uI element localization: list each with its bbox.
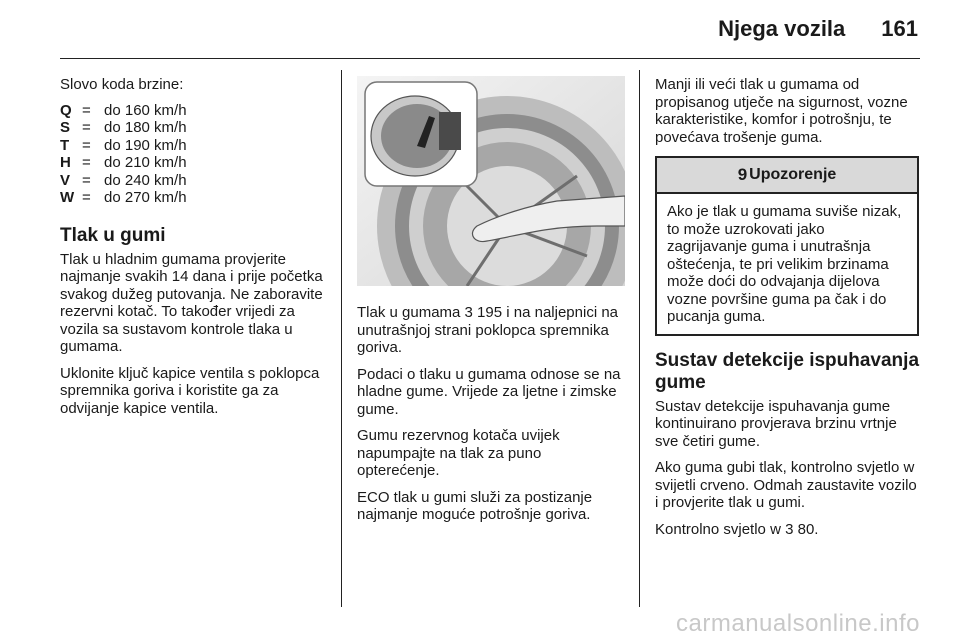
column-2 [357,76,625,533]
warning-body [657,194,917,334]
section-heading-tire-pressure: Tlak u gumi [60,224,166,246]
column-divider-2 [639,70,640,607]
speed-code-value: do 240 km/h [104,171,187,189]
text: 195 i na naljepnici na unutrašnjoj strani poklopca spremnika goriva. [357,304,618,356]
speed-code-row [60,102,328,120]
speed-code-equals: = [82,119,91,136]
paragraph [357,304,625,357]
tire-valve-illustration [357,76,625,286]
tire-pressure-warning-icon: w [903,459,915,476]
speed-code-value: do 270 km/h [104,189,187,206]
paragraph: Podaci o tlaku u gumama odnose se na hladne gume. Vrijede za ljetne i zimske gume. [357,365,621,418]
paragraph [655,459,919,512]
speed-code-value: do 180 km/h [104,119,187,136]
page-number: 161 [881,16,918,41]
speed-code-letter: W [60,189,75,206]
watermark: carmanualsonline.info [676,610,920,637]
speed-code-letter: V [60,171,71,189]
reference-arrow-icon: 3 [785,520,794,538]
chapter-title: Njega vozila [718,16,846,41]
warning-box [655,156,919,336]
speed-code-letter: S [60,119,71,136]
column-1 [60,76,328,426]
reference-arrow-icon: 3 [464,304,473,321]
warning-triangle-icon: 9 [737,165,748,185]
paragraph: ECO tlak u gumi služi za postizanje najmanje moguće potrošnje goriva. [357,488,593,523]
text: Ako guma gubi tlak, kontrolno svjetlo [655,459,904,476]
speed-code-equals: = [82,154,91,171]
paragraph: Gumu rezervnog kotača uvijek napumpajte na tlak za puno opterećenje. [357,427,560,479]
speed-code-intro: Slovo koda brzine: [60,76,184,93]
header-rule [60,58,920,59]
warning-header [657,158,917,194]
paragraph: Uklonite ključ kapice ventila s poklopca spremnika goriva i koristite ga za odvijanje kapice ventila. [60,364,320,417]
speed-code-row [60,119,328,137]
tire-valve-drawing [357,76,625,286]
text: 80. [793,520,819,538]
warning-text: Ako je tlak u gumama suviše nizak, to može uzrokovati jako zagrijavanje guma i unutrašnja oštećenja, te pri velikim brzinama može doći do odvajanja dijelova vozne površine guma pa čak i do pucanja guma. [667,203,902,325]
speed-code-value: do 210 km/h [104,154,187,171]
section-heading-deflation-detection: Sustav detekcije ispuhavanja gume [655,349,920,393]
speed-code-value: do 190 km/h [104,136,187,154]
page-header [718,16,918,50]
speed-code-equals: = [82,171,91,189]
speed-code-equals: = [82,101,91,119]
warning-title: Upozorenje [749,166,837,184]
paragraph: Sustav detekcije ispuhavanja gume kontinuirano provjerava brzinu vrtnje sve četiri gume. [655,397,897,450]
tire-pressure-warning-icon: w [770,520,781,538]
text: Kontrolno svjetlo [655,520,771,538]
speed-code-equals: = [82,189,91,206]
speed-code-letter: Q [60,101,72,119]
text: svijetli crveno. Odmah zaustavite vozilo i provjerite tlak u gumi. [655,476,917,511]
column-3 [655,76,919,547]
speed-code-row [60,154,328,172]
speed-code-value: do 160 km/h [104,101,187,119]
paragraph [655,521,919,539]
speed-code-row [60,189,328,207]
speed-code-letter: T [60,136,70,154]
speed-code-row [60,137,328,155]
column-divider-1 [341,70,342,607]
paragraph: Tlak u hladnim gumama provjerite najmanje svakih 14 dana i prije početka svakog dužeg putovanja. Ne zaboravite rezervni kotač. To također vrijedi za vozila sa sustavom kontrole tlaka u gumama. [60,250,323,355]
speed-code-letter: H [60,154,71,171]
speed-code-list [60,102,328,207]
paragraph: Manji ili veći tlak u gumama od propisanog utječe na sigurnost, vozne karakteristike, komfor i potrošnju, te povećava trošenje guma. [655,76,908,146]
speed-code-equals: = [82,136,91,154]
speed-code-row [60,172,328,190]
text: Tlak u gumama [357,304,465,321]
